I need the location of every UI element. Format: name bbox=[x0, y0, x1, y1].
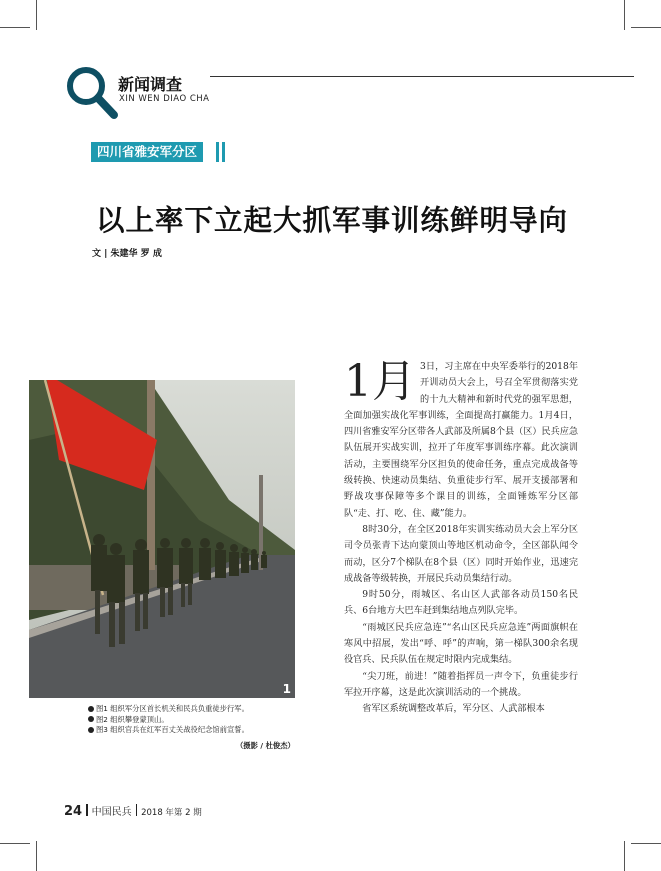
section-title: 新闻调查 bbox=[118, 75, 183, 94]
photo-number: 1 bbox=[282, 682, 291, 696]
footer-divider bbox=[86, 804, 88, 816]
page-number: 24 bbox=[64, 804, 83, 819]
article-headline: 以上率下立起大抓军事训练鲜明导向 bbox=[95, 204, 568, 237]
caption: 图1 组织军分区首长机关和民兵负重徒步行军。 bbox=[88, 704, 298, 715]
paragraph: “尖刀班，前进！”随着指挥员一声令下，负重徒步行军拉开序幕，这是此次演训活动的一个挑战。 bbox=[344, 671, 578, 698]
photo-captions bbox=[88, 704, 298, 736]
crop-mark bbox=[0, 843, 30, 844]
region-tag: 四川省雅安军分区 bbox=[91, 142, 203, 162]
crop-mark bbox=[631, 27, 661, 28]
bullet-icon bbox=[88, 706, 94, 712]
article-photo bbox=[29, 380, 295, 698]
crop-mark bbox=[631, 843, 661, 844]
crop-mark bbox=[0, 27, 30, 28]
dropcap: 1月 bbox=[344, 356, 416, 407]
crop-mark bbox=[36, 841, 37, 871]
paragraph: 1月 3日，习主席在中央军委举行的2018年开训动员大会上，号召全军贯彻落实党的十九大精神和新时代党的强军思想，全面加强实战化军事训练，全面提高打赢能力。1月4日，四川省雅安军分区带各人武部及所属8个县（区）民兵应急队伍展开实战实训，拉开了年度军事训练序幕。此次演训活动，主要围绕军分区担负的使命任务，重点完成战备等级转换、快速动员集结、负重徒步行军、展开支援部署和野战攻事保障等多个课目的训练，全面锤炼军分区部队“走、打、吃、住、藏”能力。 bbox=[344, 356, 578, 519]
bullet-icon bbox=[88, 716, 94, 722]
crop-mark bbox=[624, 0, 625, 30]
section-divider bbox=[210, 76, 634, 77]
tag-bar bbox=[216, 142, 219, 162]
paragraph: 8时30分，在全区2018年实训实练动员大会上军分区司令员张青下达向蒙顶山等地区机动命令，全区部队闻令而动，区分7个梯队在8个县（区）同时开始作业，迅速完成战备等级转换，开展民兵动员集结行动。 bbox=[344, 524, 578, 584]
paragraph: “雨城区民兵应急连”“名山区民兵应急连”两面旗帜在寒风中招展，发出“呼、呼”的声响，第一梯队300余名现役官兵、民兵队伍在规定时限内完成集结。 bbox=[344, 622, 578, 666]
magazine-name: 中国民兵 bbox=[91, 807, 132, 818]
section-pinyin: XIN WEN DIAO CHA bbox=[119, 94, 210, 104]
paragraph: 9时50分，雨城区、名山区人武部各动员150名民兵、6台地方大巴车赶到集结地点列队完毕。 bbox=[344, 590, 578, 617]
caption: 图2 组织攀登蒙顶山。 bbox=[88, 715, 298, 726]
issue-label: 2018 年第 2 期 bbox=[141, 808, 202, 818]
paragraph: 省军区系统调整改革后，军分区、人武部根本 bbox=[362, 704, 545, 715]
caption: 图3 组织官兵在红军百丈关战役纪念馆前宣誓。 bbox=[88, 725, 298, 736]
photo-credit: （摄影 / 杜俊杰） bbox=[236, 741, 295, 750]
crop-mark bbox=[624, 841, 625, 871]
magnifier-icon bbox=[62, 64, 122, 124]
tag-bar bbox=[222, 142, 225, 162]
crop-mark bbox=[36, 0, 37, 30]
article-body bbox=[344, 356, 578, 718]
page-footer bbox=[64, 800, 202, 819]
byline: 文 | 朱建华 罗 成 bbox=[92, 249, 162, 259]
footer-divider bbox=[136, 804, 138, 816]
bullet-icon bbox=[88, 727, 94, 733]
